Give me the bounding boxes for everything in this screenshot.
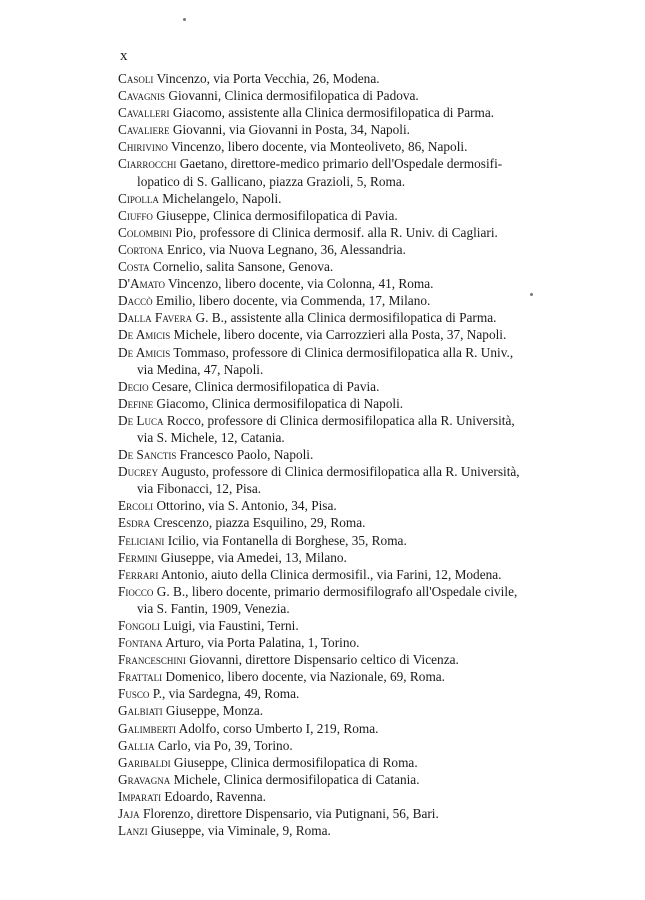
entry-details: Vincenzo, via Porta Vecchia, 26, Modena. [153, 71, 380, 86]
entry-details: Francesco Paolo, Napoli. [176, 447, 314, 463]
entry-details: Arturo, via Porta Palatina, 1, Torino. [162, 635, 360, 651]
entry-surname: Jaja [118, 806, 140, 822]
entry-details: Giuseppe, Monza. [162, 703, 264, 719]
entry-continuation: via Medina, 47, Napoli. [137, 361, 264, 377]
entry-details: Rocco, professore di Clinica dermosifilopatica alla R. Università, [163, 412, 515, 428]
list-item [118, 651, 578, 668]
entry-surname: Decio [118, 378, 149, 394]
entry-surname: Franceschini [118, 652, 186, 668]
list-item [118, 702, 578, 719]
entry-surname: Cavaliere [118, 122, 170, 138]
list-item [118, 497, 578, 514]
entry-surname: Daccò [118, 293, 153, 309]
entry-continuation: via Fibonacci, 12, Pisa. [137, 481, 262, 497]
entry-details: G. B., assistente alla Clinica dermosifilopatica di Parma. [192, 310, 497, 326]
entry-details: Adolfo, corso Umberto I, 219, Roma. [176, 720, 379, 736]
entry-surname: Ciuffo [118, 207, 153, 223]
list-item [118, 754, 578, 771]
entry-details: Edoardo, Ravenna. [161, 788, 266, 804]
entry-surname: Gallia [118, 737, 155, 753]
entry-surname: Fermini [118, 549, 158, 565]
entry-details: Vincenzo, libero docente, via Monteoliveto, 86, Napoli. [167, 139, 468, 155]
list-item [118, 292, 578, 309]
entry-surname: Ciarrocchi [118, 156, 177, 172]
entry-details: Giuseppe, Clinica dermosifilopatica di Roma. [170, 754, 418, 770]
entry-surname: Define [118, 395, 154, 411]
entry-details: Giovanni, direttore Dispensario celtico di Vicenza. [185, 652, 459, 668]
list-item [118, 87, 578, 104]
list-item [118, 104, 578, 121]
list-item [118, 514, 578, 531]
list-item [118, 668, 578, 685]
entry-surname: Costa [118, 259, 150, 275]
entry-surname: Lanzi [118, 823, 148, 839]
entry-surname: Garibaldi [118, 754, 171, 770]
list-item [118, 378, 578, 395]
entry-surname: Dalla Favera [118, 310, 193, 326]
entry-details: Antonio, aiuto della Clinica dermosifil., via Farini, 12, Modena. [158, 566, 502, 582]
list-item [118, 549, 578, 566]
list-item [118, 446, 578, 463]
entry-details: Pio, professore di Clinica dermosif. alla R. Univ. di Cagliari. [171, 224, 498, 240]
member-list [118, 70, 578, 839]
entry-surname: Gravagna [118, 771, 171, 787]
entry-surname: Chirivino [118, 139, 168, 155]
list-item [118, 395, 578, 412]
list-item [118, 771, 578, 788]
list-item [118, 258, 578, 275]
list-item [118, 463, 578, 497]
list-item [118, 634, 578, 651]
entry-details: Luigi, via Faustini, Terni. [159, 618, 299, 633]
list-item [118, 685, 578, 702]
list-item [118, 617, 578, 634]
entry-surname: De Luca [118, 412, 164, 428]
entry-surname: Esdra [118, 515, 151, 531]
list-item [118, 326, 578, 343]
list-item [118, 566, 578, 583]
entry-surname: Fusco [118, 686, 150, 702]
list-item [118, 275, 578, 292]
speck-mark [183, 18, 186, 21]
entry-details: Crescenzo, piazza Esquilino, 29, Roma. [150, 515, 366, 531]
entry-details: Michele, Clinica dermosifilopatica di Catania. [170, 771, 420, 787]
list-item [118, 737, 578, 754]
list-item [118, 583, 578, 617]
list-item [118, 121, 578, 138]
entry-surname: Ercoli [118, 498, 154, 514]
entry-details: Augusto, professore di Clinica dermosifilopatica alla R. Università, [158, 464, 520, 480]
entry-surname: Cavagnis [118, 88, 166, 104]
list-item [118, 344, 578, 378]
list-item [118, 309, 578, 326]
entry-continuation: via S. Michele, 12, Catania. [137, 429, 285, 445]
entry-details: P., via Sardegna, 49, Roma. [149, 686, 300, 702]
entry-surname: Fontana [118, 635, 163, 651]
entry-details: Ottorino, via S. Antonio, 34, Pisa. [153, 498, 337, 514]
list-item [118, 720, 578, 737]
entry-surname: Cortona [118, 241, 164, 257]
entry-continuation: lopatico di S. Gallicano, piazza Grazioli, 5, Roma. [137, 173, 406, 189]
page-number: x [120, 48, 128, 64]
entry-details: Cesare, Clinica dermosifilopatica di Pavia. [148, 378, 380, 394]
list-item [118, 70, 578, 87]
entry-details: Florenzo, direttore Dispensario, via Putignani, 56, Bari. [139, 806, 439, 822]
entry-surname: Colombini [118, 224, 172, 240]
entry-details: Enrico, via Nuova Legnano, 36, Alessandria. [163, 241, 406, 257]
entry-surname: D'Amato [118, 276, 165, 292]
entry-details: Gaetano, direttore-medico primario dell'Ospedale dermosifi- [176, 156, 503, 172]
list-item [118, 412, 578, 446]
entry-details: Michelangelo, Napoli. [158, 190, 282, 206]
list-item [118, 138, 578, 155]
list-item [118, 155, 578, 189]
entry-surname: Feliciani [118, 532, 165, 548]
entry-details: Giuseppe, Clinica dermosifilopatica di Pavia. [152, 207, 398, 223]
entry-details: Michele, libero docente, via Carrozzieri alla Posta, 37, Napoli. [170, 327, 507, 343]
entry-surname: Galbiati [118, 703, 163, 719]
entry-surname: Fongoli [118, 618, 160, 633]
entry-surname: De Sanctis [118, 447, 177, 463]
entry-details: Cornelio, salita Sansone, Genova. [149, 259, 334, 275]
entry-continuation: via S. Fantin, 1909, Venezia. [137, 600, 290, 616]
list-item [118, 805, 578, 822]
entry-details: Domenico, libero docente, via Nazionale, 69, Roma. [162, 669, 446, 685]
list-item [118, 788, 578, 805]
entry-details: Carlo, via Po, 39, Torino. [154, 737, 293, 753]
entry-details: Giuseppe, via Amedei, 13, Milano. [157, 549, 347, 565]
entry-details: Emilio, libero docente, via Commenda, 17, Milano. [152, 293, 431, 309]
entry-details: G. B., libero docente, primario dermosifilografo all'Ospedale civile, [153, 583, 518, 599]
entry-surname: Galimberti [118, 720, 177, 736]
list-item [118, 241, 578, 258]
entry-surname: De Amicis [118, 327, 171, 343]
list-item [118, 822, 578, 839]
entry-details: Icilio, via Fontanella di Borghese, 35, Roma. [164, 532, 407, 548]
list-item [118, 532, 578, 549]
entry-surname: Frattali [118, 669, 163, 685]
entry-surname: Fiocco [118, 583, 154, 599]
entry-details: Giacomo, Clinica dermosifilopatica di Napoli. [153, 395, 404, 411]
entry-details: Vincenzo, libero docente, via Colonna, 41, Roma. [164, 276, 434, 292]
entry-details: Giacomo, assistente alla Clinica dermosifilopatica di Parma. [169, 105, 495, 121]
entry-details: Tommaso, professore di Clinica dermosifilopatica alla R. Univ., [170, 344, 514, 360]
entry-details: Giovanni, via Giovanni in Posta, 34, Napoli. [169, 122, 410, 138]
entry-surname: De Amicis [118, 344, 171, 360]
entry-details: Giovanni, Clinica dermosifilopatica di Padova. [165, 88, 419, 104]
entry-surname: Ferrari [118, 566, 159, 582]
entry-details: Giuseppe, via Viminale, 9, Roma. [147, 823, 331, 839]
list-item [118, 224, 578, 241]
list-item [118, 207, 578, 224]
list-item [118, 190, 578, 207]
entry-surname: Ducrey [118, 464, 159, 480]
entry-surname: Cavalleri [118, 105, 170, 121]
entry-surname: Imparati [118, 788, 162, 804]
entry-surname: Cipolla [118, 190, 159, 206]
entry-surname: Casoli [118, 71, 154, 86]
